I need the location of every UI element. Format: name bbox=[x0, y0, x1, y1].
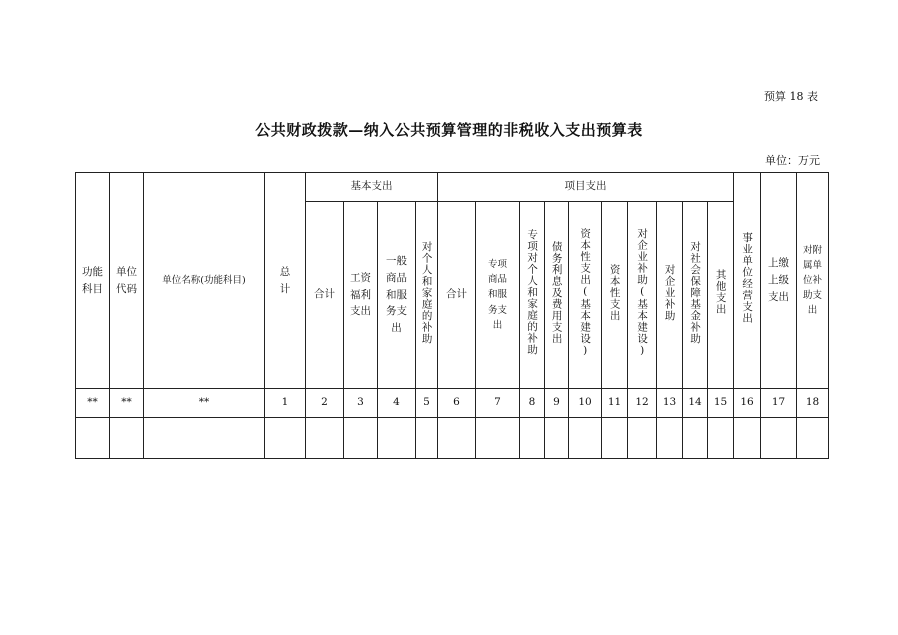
data-cell bbox=[520, 418, 545, 459]
header-project-capital-construction: 资本性支出(基本建设) bbox=[569, 202, 602, 389]
index-cell: 9 bbox=[545, 389, 569, 418]
data-cell bbox=[761, 418, 797, 459]
header-project-goods: 专项 商品 和服 务支 出 bbox=[476, 202, 520, 389]
data-cell bbox=[438, 418, 476, 459]
header-project-social-security: 对社会保障基金补助 bbox=[683, 202, 708, 389]
header-upper-remit: 上缴 上级 支出 bbox=[761, 173, 797, 389]
index-cell: 16 bbox=[734, 389, 761, 418]
data-cell bbox=[602, 418, 628, 459]
page-title: 公共财政拨款—纳入公共预算管理的非税收入支出预算表 bbox=[255, 121, 643, 139]
header-unit-name: 单位名称(功能科目) bbox=[144, 173, 265, 389]
data-cell bbox=[144, 418, 265, 459]
index-cell: ** bbox=[144, 389, 265, 418]
data-cell bbox=[545, 418, 569, 459]
form-number: 预算 18 表 bbox=[764, 90, 818, 103]
index-cell: 2 bbox=[306, 389, 344, 418]
index-cell: ** bbox=[110, 389, 144, 418]
header-project-enterprise-construction: 对企业补助(基本建设) bbox=[628, 202, 657, 389]
header-subsidiary-subsidy: 对附 属单 位补 助支 出 bbox=[797, 173, 829, 389]
data-cell bbox=[344, 418, 378, 459]
data-cell bbox=[476, 418, 520, 459]
index-cell: 17 bbox=[761, 389, 797, 418]
index-cell: 10 bbox=[569, 389, 602, 418]
data-cell bbox=[628, 418, 657, 459]
header-basic-personal: 对个人和家庭的补助 bbox=[416, 202, 438, 389]
data-cell bbox=[76, 418, 110, 459]
header-project-total: 合计 bbox=[438, 202, 476, 389]
index-cell: 1 bbox=[265, 389, 306, 418]
index-cell: 15 bbox=[708, 389, 734, 418]
data-cell bbox=[797, 418, 829, 459]
index-cell: 12 bbox=[628, 389, 657, 418]
header-basic-wage: 工资 福利 支出 bbox=[344, 202, 378, 389]
index-cell: 14 bbox=[683, 389, 708, 418]
index-cell: 11 bbox=[602, 389, 628, 418]
header-total: 总 计 bbox=[265, 173, 306, 389]
unit-label: 单位：万元 bbox=[765, 154, 820, 167]
data-cell bbox=[569, 418, 602, 459]
index-row bbox=[76, 389, 829, 418]
data-cell bbox=[416, 418, 438, 459]
header-business-operation: 事业单位经营支出 bbox=[734, 173, 761, 389]
header-project-enterprise: 对企业补助 bbox=[657, 202, 683, 389]
index-cell: 18 bbox=[797, 389, 829, 418]
index-cell: 6 bbox=[438, 389, 476, 418]
header-basic-expenditure: 基本支出 bbox=[306, 173, 438, 202]
index-cell: 13 bbox=[657, 389, 683, 418]
header-unit-code: 单位 代码 bbox=[110, 173, 144, 389]
header-project-personal: 专项对个人和家庭的补助 bbox=[520, 202, 545, 389]
data-cell bbox=[657, 418, 683, 459]
header-basic-total: 合计 bbox=[306, 202, 344, 389]
index-cell: ** bbox=[76, 389, 110, 418]
header-func-subject: 功能 科目 bbox=[76, 173, 110, 389]
header-basic-goods: 一般 商品 和服 务支 出 bbox=[378, 202, 416, 389]
index-cell: 7 bbox=[476, 389, 520, 418]
header-project-other: 其他支出 bbox=[708, 202, 734, 389]
data-cell bbox=[306, 418, 344, 459]
header-project-expenditure: 项目支出 bbox=[438, 173, 734, 202]
data-cell bbox=[265, 418, 306, 459]
data-cell bbox=[378, 418, 416, 459]
data-cell bbox=[708, 418, 734, 459]
index-cell: 4 bbox=[378, 389, 416, 418]
data-cell bbox=[110, 418, 144, 459]
data-cell bbox=[683, 418, 708, 459]
data-row-empty bbox=[76, 418, 829, 459]
index-cell: 3 bbox=[344, 389, 378, 418]
header-project-capital: 资本性支出 bbox=[602, 202, 628, 389]
data-cell bbox=[734, 418, 761, 459]
index-cell: 8 bbox=[520, 389, 545, 418]
budget-table bbox=[75, 172, 829, 459]
header-project-debt: 债务利息及费用支出 bbox=[545, 202, 569, 389]
index-cell: 5 bbox=[416, 389, 438, 418]
